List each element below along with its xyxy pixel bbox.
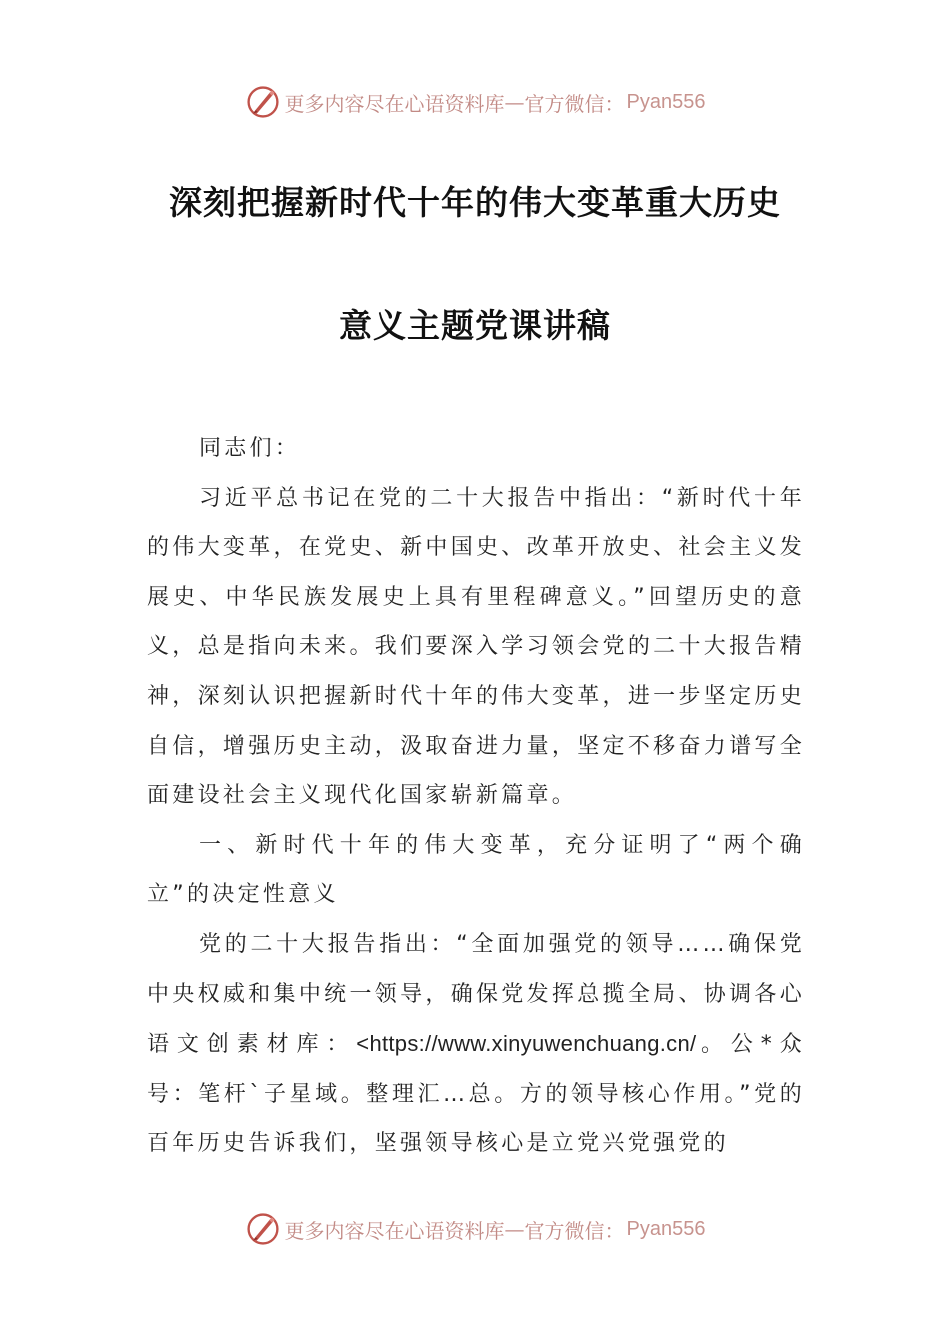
watermark-official-wechat: 官方微信： [524,1218,625,1243]
paragraph-1: 习近平总书记在党的二十大报告中指出：“新时代十年的伟大变革，在党史、新中国史、改革开放史、社会主义发展史、中华民族发展史上具有里程碑意义。”回望历史的意义，总是指向未来。我们要深入学习领会党的二十大报告精神，深刻认识把握新时代十年的伟大变革，进一步坚定历史自信，增强历史主动，汲取奋进力量，坚定不移奋力谱写全面建设社会主义现代化国家崭新篇章。 [147,485,805,809]
watermark-dash: — [504,90,525,114]
section-heading-1: 一、新时代十年的伟大变革，充分证明了“两个确立”的决定性意义 [147,832,805,908]
paragraph-2-part-b: 。公*众号：笔杆`子星域。整理汇…总。方的领导核心作用。”党的百年历史告诉我们，坚强领导核心是立党兴党强党的 [147,1032,805,1157]
quill-logo-icon [245,1211,281,1247]
header-watermark [0,82,950,122]
watermark-wechat-id: Pyan556 [626,90,706,113]
watermark-prefix: 更多内容尽在心语资料库 [284,1218,505,1243]
watermark-official-wechat: 官方微信： [524,91,625,116]
quill-logo-icon [245,84,281,120]
document-title-line-1: 深刻把握新时代十年的伟大变革重大历史 [169,183,781,222]
watermark-prefix: 更多内容尽在心语资料库 [284,91,505,116]
paragraph-2-url: <https://www.xinyuwenchuang.cn/ [356,1031,697,1057]
paragraph-2 [147,920,805,1169]
document-body [147,424,805,1169]
paragraph-2-part-a: 党的二十大报告指出：“全面加强党的领导……确保党中央权威和集中统一领导，确保党发挥总揽全局、协调各心语文创素材库： [147,931,805,1058]
footer-watermark [0,1209,950,1249]
watermark-wechat-id: Pyan556 [626,1217,706,1240]
document-title-line-2: 意义主题党课讲稿 [339,306,611,345]
watermark-dash: — [504,1217,525,1241]
salutation: 同志们： [199,436,301,461]
